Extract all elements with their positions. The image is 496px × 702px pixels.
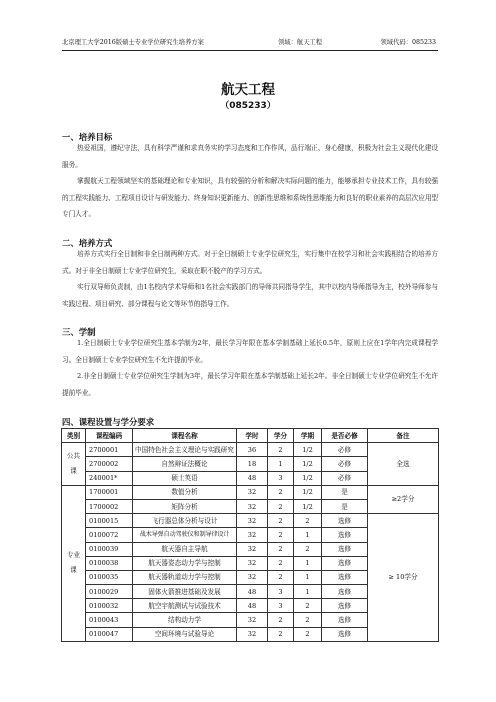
course-code: 0100015 <box>86 514 133 528</box>
course-code: 0100039 <box>86 542 133 556</box>
course-name: 中国特色社会主义理论与实践研究 <box>133 443 237 457</box>
course-name: 飞行器总体分析与设计 <box>133 514 237 528</box>
note-major: ≥ 10学分 <box>368 514 439 642</box>
course-code: 2700002 <box>86 457 133 471</box>
header-field: 领域：航天工程 <box>278 39 323 46</box>
method-paragraph-2: 实行双导师负责制，由1名校内学术导师和1名社会实践部门的导师共同指导学生，其中以校内导师指导为主，校外导师参与实践过程、项目研究、部分课程与论文等环节的指导工作。 <box>62 283 438 308</box>
course-hours: 32 <box>237 570 268 584</box>
course-credit: 2 <box>268 443 294 457</box>
course-term: 1/2 <box>294 499 322 513</box>
category-major: 专业课 <box>62 485 86 641</box>
course-credit: 2 <box>268 556 294 570</box>
col-header-code: 课程编码 <box>86 429 133 443</box>
course-code: 0100035 <box>86 570 133 584</box>
col-header-name: 课程名称 <box>133 429 237 443</box>
section-heading-goals: 一、培养目标 <box>62 132 113 142</box>
duration-paragraph-1: 1.全日制硕士专业学位研究生基本学制为2年，最长学习年限在基本学制基础上延长0.5年，原则上应在1学年内完成课程学习。全日制硕士专业学位研究生不允许提前毕业。 <box>62 339 438 364</box>
course-term: 2 <box>294 627 322 641</box>
page-title: 航天工程 <box>221 82 275 98</box>
course-code: 0100038 <box>86 556 133 570</box>
course-hours: 48 <box>237 585 268 599</box>
course-hours: 18 <box>237 457 268 471</box>
course-required: 是 <box>322 499 368 513</box>
course-term: 1/2 <box>294 485 322 499</box>
method-paragraph-1: 培养方式实行全日制和非全日制两种方式。对于全日制硕士专业学位研究生，实行集中在校学习和社会实践相结合的培养方式。对于非全日制硕士专业学位研究生，采取在职不脱产的学习方式。 <box>62 250 438 275</box>
course-term: 1 <box>294 556 322 570</box>
course-credit: 3 <box>268 585 294 599</box>
course-code: 0100043 <box>86 613 133 627</box>
course-term: 1 <box>294 585 322 599</box>
section-heading-duration: 三、学制 <box>62 327 96 337</box>
course-term: 1 <box>294 570 322 584</box>
course-code: 1700001 <box>86 485 133 499</box>
course-hours: 32 <box>237 556 268 570</box>
course-term: 2 <box>294 542 322 556</box>
course-term: 1 <box>294 528 322 542</box>
course-term: 2 <box>294 613 322 627</box>
course-credit: 2 <box>268 627 294 641</box>
course-name: 航天器轨道动力学与控制 <box>133 570 237 584</box>
course-hours: 32 <box>237 627 268 641</box>
course-name: 战术导弹自动驾驶仪和制导律设计 <box>133 528 237 542</box>
col-header-required: 是否必修 <box>322 429 368 443</box>
course-hours: 48 <box>237 599 268 613</box>
course-required: 选修 <box>322 528 368 542</box>
course-term: 2 <box>294 514 322 528</box>
course-code: 0100047 <box>86 627 133 641</box>
course-required: 必修 <box>322 471 368 485</box>
course-name: 航天器姿态动力学与控制 <box>133 556 237 570</box>
course-hours: 32 <box>237 485 268 499</box>
course-credit: 3 <box>268 471 294 485</box>
duration-paragraph-2: 2.非全日制硕士专业学位研究生学制为3年，最长学习年限在基本学制基础上延长2年。非全日制硕士专业学位研究生不允许提前毕业。 <box>62 372 438 397</box>
course-name: 航天器自主导航 <box>133 542 237 556</box>
table-row <box>62 443 439 457</box>
course-name: 结构动力学 <box>133 613 237 627</box>
course-credit: 2 <box>268 514 294 528</box>
course-required: 选修 <box>322 585 368 599</box>
course-term: 1/2 <box>294 457 322 471</box>
col-header-credit: 学分 <box>268 429 294 443</box>
course-required: 选修 <box>322 599 368 613</box>
course-required: 选修 <box>322 556 368 570</box>
course-name: 硕士英语 <box>133 471 237 485</box>
course-term: 2 <box>294 599 322 613</box>
course-hours: 32 <box>237 514 268 528</box>
course-required: 选修 <box>322 627 368 641</box>
course-term: 1/2 <box>294 471 322 485</box>
course-credit: 2 <box>268 499 294 513</box>
course-credit: 2 <box>268 542 294 556</box>
course-credit: 2 <box>268 570 294 584</box>
col-header-note: 备注 <box>368 429 439 443</box>
col-header-term: 学期 <box>294 429 322 443</box>
page-header <box>62 37 438 51</box>
course-required: 必修 <box>322 457 368 471</box>
course-hours: 36 <box>237 443 268 457</box>
table-header-row <box>62 429 439 443</box>
course-required: 是 <box>322 485 368 499</box>
course-name: 空间环境与试验导论 <box>133 627 237 641</box>
course-hours: 32 <box>237 613 268 627</box>
course-credit: 1 <box>268 457 294 471</box>
course-credit: 2 <box>268 485 294 499</box>
course-name: 矩阵分析 <box>133 499 237 513</box>
course-table <box>61 428 439 642</box>
course-required: 选修 <box>322 514 368 528</box>
course-hours: 32 <box>237 499 268 513</box>
field-code: （085233） <box>220 101 276 111</box>
course-hours: 32 <box>237 542 268 556</box>
course-required: 选修 <box>322 570 368 584</box>
note-math: ≥2学分 <box>368 485 439 513</box>
course-code: 0100029 <box>86 585 133 599</box>
course-credit: 3 <box>268 599 294 613</box>
course-name: 数值分析 <box>133 485 237 499</box>
course-term: 1/2 <box>294 443 322 457</box>
course-code: 2700001 <box>86 443 133 457</box>
course-code: 0100072 <box>86 528 133 542</box>
course-code: 1700002 <box>86 499 133 513</box>
course-code: 0100032 <box>86 599 133 613</box>
course-code: 240001* <box>86 471 133 485</box>
col-header-category: 类别 <box>62 429 86 443</box>
col-header-hours: 学时 <box>237 429 268 443</box>
course-name: 固体火箭推进基础及发展 <box>133 585 237 599</box>
header-left: 北京理工大学2016版硕士专业学位研究生培养方案 <box>62 39 204 46</box>
note-public: 全选 <box>368 443 439 486</box>
course-credit: 2 <box>268 528 294 542</box>
section-heading-method: 二、培养方式 <box>62 238 113 248</box>
course-required: 选修 <box>322 613 368 627</box>
course-credit: 2 <box>268 613 294 627</box>
course-name: 航空宇航测试与试验技术 <box>133 599 237 613</box>
course-hours: 48 <box>237 471 268 485</box>
category-public: 公共课 <box>62 443 86 486</box>
table-row <box>62 485 439 499</box>
section-heading-courses: 四、课程设置与学分要求 <box>62 417 155 427</box>
course-name: 自然辩证法概论 <box>133 457 237 471</box>
goals-paragraph-2: 掌握航天工程领域坚实的基础理论和专业知识，具有较强的分析和解决实际问题的能力，能够承担专业技术工作，具有较强的工程实践能力、工程项目设计与研发能力、终身知识更新能力、创新性思维和系统性思维能力和良好的职业素养的高层次应用型专门人才。 <box>62 177 438 218</box>
goals-paragraph-1: 热爱祖国，遵纪守法，具有科学严谨和求真务实的学习态度和工作作风，品行端正、身心健康，积极为社会主义现代化建设服务。 <box>62 144 438 169</box>
table-row <box>62 514 439 528</box>
header-code: 领域代码：085233 <box>380 39 436 46</box>
course-required: 必修 <box>322 443 368 457</box>
course-hours: 32 <box>237 528 268 542</box>
course-required: 选修 <box>322 542 368 556</box>
